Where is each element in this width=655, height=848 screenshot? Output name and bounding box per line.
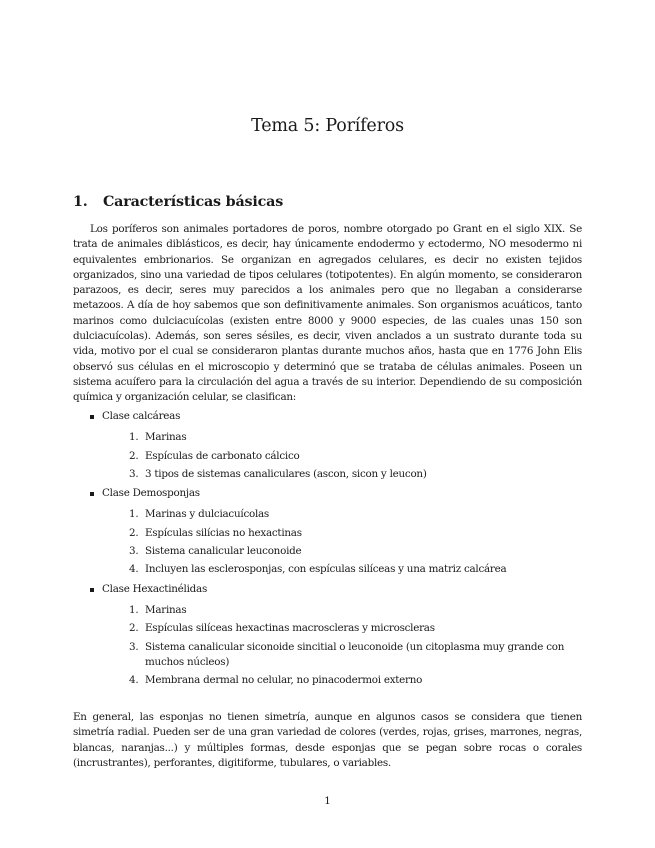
item-number: 2. — [129, 622, 139, 635]
list-item — [131, 430, 582, 445]
item-text: Incluyen las esclerosponjas, con espículas silíceas y una matriz calcárea — [145, 563, 507, 576]
item-text: Sistema canalicular siconoide sincitial o leuconoide (un citoplasma muy grande con muchos núcleos) — [145, 640, 565, 668]
class-name: Clase Demosponjas — [102, 487, 200, 500]
class-features — [102, 507, 582, 577]
bullet-icon — [90, 415, 94, 419]
class-item-calcareas — [73, 409, 582, 482]
item-number: 1. — [129, 431, 139, 444]
page-number: 1 — [324, 795, 331, 807]
item-text: Membrana dermal no celular, no pinacodermoi externo — [145, 674, 423, 687]
item-number: 2. — [129, 449, 139, 462]
list-item — [131, 562, 582, 577]
intro-paragraph: Los poríferos son animales portadores de poros, nombre otorgado po Grant en el siglo XIX. Se trata de animales diblásticos, es decir, hay únicamente endodermo y ectodermo, NO mesodermo ni equivalentes embrionarios. Se organizan en agregados celulares, es decir no existen tejidos organizados, sino una variedad de tipos celulares (totipotentes). En algún momento, se consideraron parazoos, es decir, seres muy parecidos a los animales pero que no llegaban a considerarse metazoos. A día de hoy sabemos que son definitivamente animales. Son organismos acuáticos, tanto marinos como dulciacuícolas (existen entre 8000 y 9000 especies, de las cuales unas 150 son dulciacuícolas). Además, son seres sésiles, es decir, viven anclados a un sustrato durante toda su vida, motivo por el cual se consideraron plantas durante muchos años, hasta que en 1776 John Elis observó sus células en el microscopio y determinó que se trataba de células animales. Poseen un sistema acuífero para la circulación del agua a través de su interior. Dependiendo de su composición química y organización celular, se clasifican: — [73, 223, 582, 404]
item-text: Marinas — [145, 431, 187, 444]
item-text: Sistema canalicular leuconoide — [145, 545, 302, 558]
item-number: 3. — [129, 467, 139, 480]
class-features — [102, 430, 582, 482]
list-item — [131, 467, 582, 482]
list-item — [131, 640, 582, 671]
bullet-icon — [90, 588, 94, 592]
class-list — [73, 409, 582, 691]
item-text: Espículas de carbonato cálcico — [145, 449, 300, 462]
class-item-hexactinelidas — [73, 582, 582, 689]
class-name: Clase Hexactinélidas — [102, 582, 208, 595]
section-heading — [73, 194, 283, 210]
class-name: Clase calcáreas — [102, 410, 181, 422]
section-number: 1. — [73, 194, 88, 210]
closing-paragraph: En general, las esponjas no tienen simetría, aunque en algunos casos se considera que tienen simetría radial. Pueden ser de una gran variedad de colores (verdes, rojas, grises, marrones, negras, blancas, naranjas...) y múltiples formas, desde esponjas que se pegan sobre rocas o corales (incrustrantes), perforantes, digitiforme, tubulares, o variables. — [73, 711, 582, 769]
class-item-demosponjas — [73, 486, 582, 577]
bullet-icon — [90, 492, 94, 496]
item-text: Marinas — [145, 603, 187, 616]
item-number: 1. — [129, 508, 139, 521]
document-title: Tema 5: Poríferos — [251, 116, 404, 136]
list-item — [131, 507, 582, 522]
item-number: 4. — [129, 563, 139, 576]
list-item — [131, 603, 582, 618]
item-text: Marinas y dulciacuícolas — [145, 508, 269, 521]
item-text: Espículas silíceas hexactinas macroscleras y microscleras — [145, 622, 435, 635]
item-number: 1. — [129, 603, 139, 616]
item-number: 3. — [129, 640, 139, 653]
section-title: Características básicas — [103, 194, 284, 210]
list-item — [131, 544, 582, 559]
list-item — [131, 673, 582, 688]
list-item — [131, 526, 582, 541]
item-text: Espículas silícias no hexactinas — [145, 526, 302, 539]
list-item — [131, 621, 582, 636]
item-number: 3. — [129, 545, 139, 558]
item-text: 3 tipos de sistemas canaliculares (ascon, sicon y leucon) — [145, 467, 427, 480]
item-number: 4. — [129, 674, 139, 687]
item-number: 2. — [129, 526, 139, 539]
class-features — [102, 603, 582, 688]
list-item — [131, 449, 582, 464]
